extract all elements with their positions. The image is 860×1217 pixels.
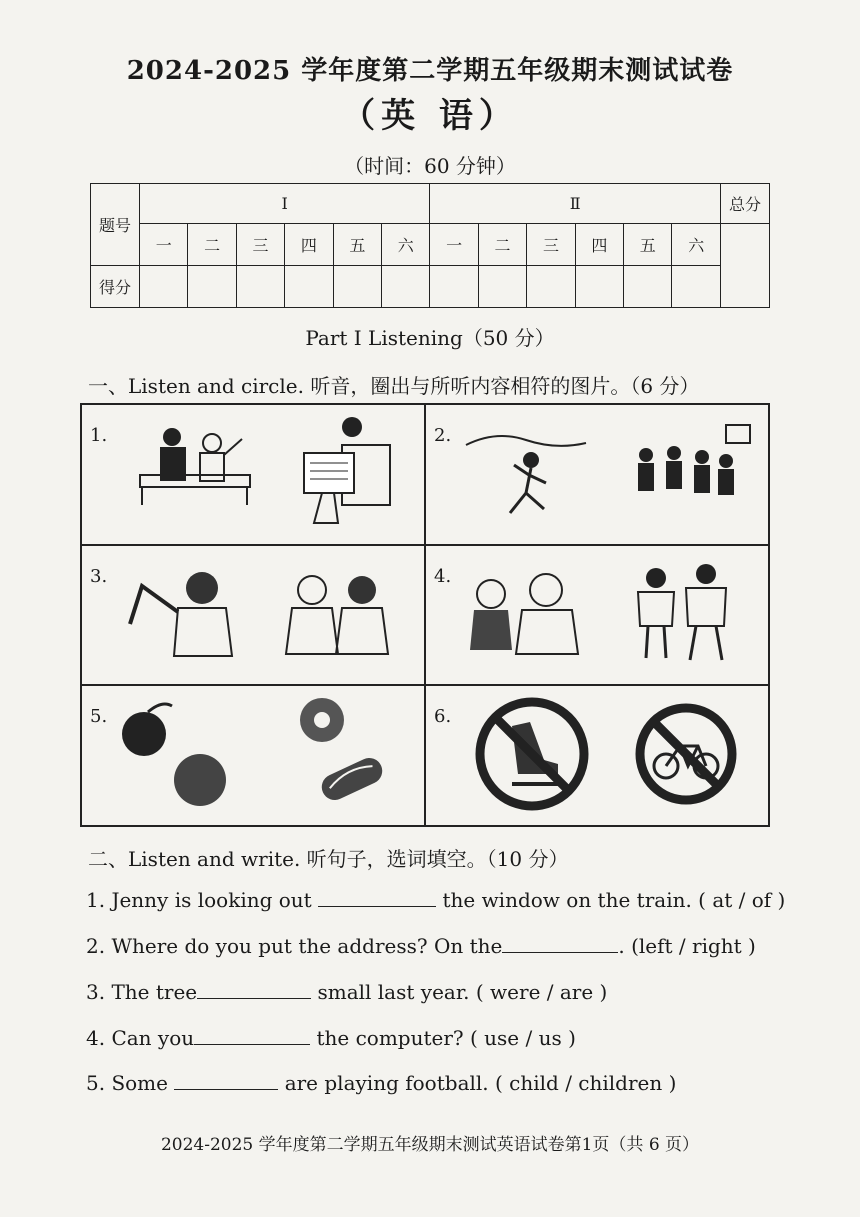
score-cell[interactable] <box>188 266 236 308</box>
question-text: . (left / right ) <box>618 934 756 958</box>
section-col: 六 <box>382 224 430 266</box>
question-3 <box>86 980 607 1004</box>
part2-header: Ⅱ <box>430 184 721 224</box>
answer-blank[interactable] <box>197 980 311 999</box>
picture-grid <box>80 403 770 827</box>
item-number: 3. <box>90 565 108 587</box>
item-number: 4. <box>434 565 452 587</box>
section-col: 六 <box>672 224 721 266</box>
score-cell[interactable] <box>382 266 430 308</box>
total-score-cell[interactable] <box>721 224 770 308</box>
score-table <box>90 183 770 308</box>
score-cell[interactable] <box>672 266 721 308</box>
picture-cell-1 <box>81 404 425 545</box>
section-col: 四 <box>285 224 333 266</box>
score-cell[interactable] <box>478 266 526 308</box>
two-women-talking-icon[interactable] <box>82 546 425 686</box>
answer-blank[interactable] <box>194 1026 310 1045</box>
question-text: the computer? ( use / us ) <box>310 1026 576 1050</box>
question-text: 4. Can you <box>86 1026 195 1050</box>
row-label-number: 题号 <box>91 184 140 266</box>
picture-cell-5 <box>81 685 425 826</box>
question-text: the window on the train. ( at / of ) <box>436 888 786 912</box>
picture-cell-2 <box>425 404 769 545</box>
question-text: 3. The tree <box>86 980 198 1004</box>
exam-title: 2024-2025 学年度第二学期五年级期末测试试卷 <box>126 56 734 86</box>
no-bicycle-sign-icon[interactable] <box>426 686 769 826</box>
answer-blank[interactable] <box>318 888 436 907</box>
two-boys-tshirts-icon[interactable] <box>426 546 769 686</box>
question-text: 2. Where do you put the address? On the <box>86 934 503 958</box>
question-1 <box>86 888 785 912</box>
item-number: 1. <box>90 425 108 446</box>
kids-playing-basketball-icon[interactable] <box>426 405 769 545</box>
question-4 <box>86 1026 576 1050</box>
score-cell[interactable] <box>575 266 623 308</box>
exam-time: （时间：60 分钟） <box>344 154 516 178</box>
section-col: 二 <box>188 224 236 266</box>
score-cell[interactable] <box>285 266 333 308</box>
section1-title: 一、Listen and circle. 听音，圈出与所听内容相符的图片。（6 分） <box>88 374 700 398</box>
score-cell[interactable] <box>527 266 575 308</box>
answer-blank[interactable] <box>174 1071 278 1090</box>
question-text: are playing football. ( child / children ) <box>278 1071 677 1095</box>
section-col: 二 <box>478 224 526 266</box>
picture-cell-6 <box>425 685 769 826</box>
donut-hotdog-icon[interactable] <box>82 686 425 826</box>
section-col: 五 <box>333 224 381 266</box>
answer-blank[interactable] <box>502 934 618 953</box>
total-header: 总分 <box>721 184 770 224</box>
item-number: 2. <box>434 425 452 446</box>
picture-cell-3 <box>81 545 425 686</box>
page-footer: 2024-2025 学年度第二学期五年级期末测试英语试卷第1页（共 6 页） <box>160 1135 700 1155</box>
score-cell[interactable] <box>430 266 478 308</box>
section-col: 五 <box>624 224 672 266</box>
section-col: 一 <box>430 224 478 266</box>
score-cell[interactable] <box>624 266 672 308</box>
part1-title: Part I Listening（50 分） <box>305 326 555 350</box>
section-col: 三 <box>236 224 284 266</box>
question-text: 1. Jenny is looking out <box>86 888 319 912</box>
item-number: 5. <box>90 706 108 728</box>
score-cell[interactable] <box>236 266 284 308</box>
item-number: 6. <box>434 706 452 728</box>
score-cell[interactable] <box>140 266 188 308</box>
score-cell[interactable] <box>333 266 381 308</box>
woman-reading-newspaper-icon[interactable] <box>82 405 425 545</box>
exam-subject: （英 语） <box>341 96 519 136</box>
picture-cell-4 <box>425 545 769 686</box>
question-5 <box>86 1071 676 1095</box>
question-text: small last year. ( were / are ) <box>311 980 608 1004</box>
section-col: 四 <box>575 224 623 266</box>
section-col: 三 <box>527 224 575 266</box>
part1-header: I <box>140 184 430 224</box>
question-2 <box>86 934 756 958</box>
section2-title: 二、Listen and write. 听句子，选词填空。（10 分） <box>88 847 569 871</box>
question-text: 5. Some <box>86 1071 175 1095</box>
section-col: 一 <box>140 224 188 266</box>
row-label-score: 得分 <box>91 266 140 308</box>
